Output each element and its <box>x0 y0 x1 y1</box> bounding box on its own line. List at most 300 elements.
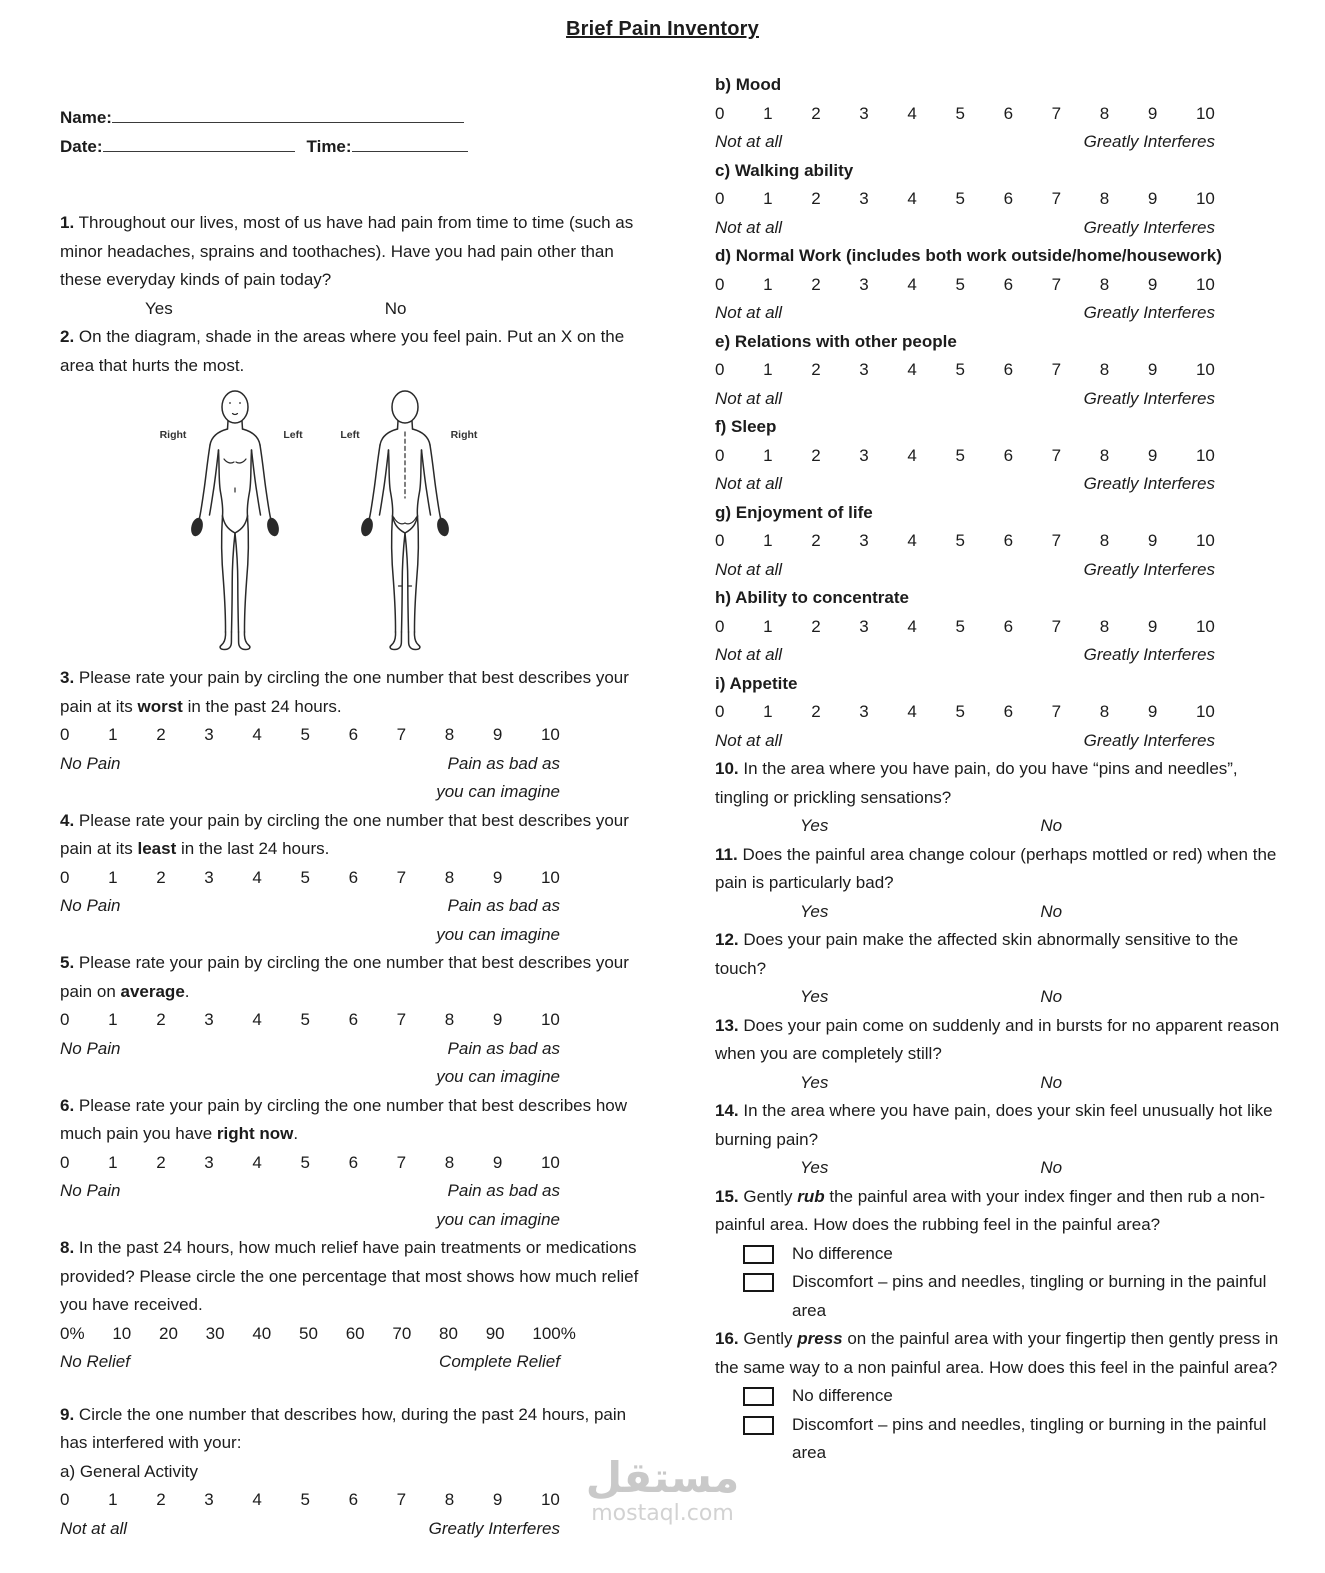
anchor-not-at-all: Not at all <box>715 474 783 493</box>
scale-number[interactable]: 10 <box>1195 445 1215 465</box>
date-label: Date: <box>60 137 103 156</box>
relief-scale-number[interactable]: 40 <box>252 1323 272 1343</box>
interference-anchors-a <box>60 1515 560 1544</box>
relief-scale-number[interactable]: 30 <box>205 1323 225 1343</box>
scale-number[interactable]: 4 <box>252 725 262 744</box>
scale-number[interactable]: 9 <box>492 1490 503 1509</box>
scale-number[interactable]: 1 <box>108 1490 118 1509</box>
anchor-you-can-imagine: you can imagine <box>436 782 560 801</box>
question-15-option-1 <box>715 1240 1281 1269</box>
question-13 <box>715 1012 1281 1098</box>
scale-number[interactable]: 6 <box>348 867 359 887</box>
question-6-post: . <box>293 1124 299 1143</box>
interference-anchors-d <box>715 299 1215 328</box>
yes-option[interactable]: Yes <box>800 901 829 921</box>
scale-number[interactable]: 2 <box>156 1490 166 1509</box>
scale-number[interactable]: 1 <box>108 725 118 744</box>
scale-number[interactable]: 5 <box>955 445 965 465</box>
scale-number[interactable]: 10 <box>1195 274 1215 294</box>
question-15-emphasis: rub <box>797 1186 825 1206</box>
question-14-number: 14. <box>715 1101 739 1120</box>
relief-scale-number[interactable]: 100% <box>532 1323 576 1343</box>
interference-anchors-i <box>715 727 1215 756</box>
body-figure-back[interactable] <box>359 391 450 650</box>
scale-number[interactable]: 1 <box>763 274 773 294</box>
interference-item-g <box>715 499 1281 585</box>
question-6-emphasis: right now <box>216 1124 294 1143</box>
option-label-discomfort: Discomfort – pins and needles, tingling or burning in the painful area <box>792 1414 1267 1462</box>
relief-scale-number[interactable]: 20 <box>159 1323 178 1343</box>
scale-number[interactable]: 3 <box>859 274 869 294</box>
scale-number[interactable]: 0 <box>60 1490 70 1509</box>
scale-number[interactable]: 6 <box>348 1490 359 1509</box>
no-option[interactable]: No <box>1040 816 1063 835</box>
scale-number[interactable]: 10 <box>540 725 560 744</box>
relief-scale-number[interactable]: 70 <box>392 1323 412 1343</box>
question-14-options <box>715 1154 1281 1183</box>
question-16-option-1 <box>715 1382 1281 1411</box>
scale-number[interactable]: 8 <box>1099 531 1110 550</box>
scale-number[interactable]: 0 <box>715 702 725 721</box>
question-13-text <box>715 1012 1281 1069</box>
question-4-pre: Please rate your pain by circling the one number that best describes your pain at its <box>60 810 629 858</box>
question-8-number: 8. <box>60 1238 75 1257</box>
option-label-no-difference: No difference <box>792 1243 893 1263</box>
interference-scale-i <box>715 698 1215 727</box>
scale-number[interactable]: 8 <box>1099 103 1110 123</box>
scale-anchors-q3-line2 <box>60 778 560 807</box>
anchor-greatly-interferes: Greatly Interferes <box>1083 559 1215 579</box>
scale-number[interactable]: 2 <box>811 702 821 721</box>
diagram-back-right-label: Right <box>450 429 478 441</box>
scale-number[interactable]: 3 <box>204 1152 214 1172</box>
question-16-emphasis: press <box>797 1329 843 1348</box>
question-10-number: 10. <box>715 759 739 778</box>
diagram-back-left-label: Left <box>340 429 360 441</box>
no-option[interactable]: No <box>1040 1072 1063 1092</box>
scale-number[interactable]: 8 <box>444 1490 455 1509</box>
scale-number[interactable]: 10 <box>540 867 560 887</box>
scale-number[interactable]: 2 <box>811 445 821 465</box>
interference-item-f <box>715 413 1281 499</box>
scale-number[interactable]: 10 <box>1195 702 1215 721</box>
anchor-no-relief: No Relief <box>60 1352 130 1371</box>
diagram-front-right-label: Left <box>283 429 303 441</box>
relief-anchors <box>60 1348 560 1377</box>
right-column <box>715 71 1281 1543</box>
question-4 <box>60 807 645 950</box>
scale-number[interactable]: 2 <box>811 274 821 294</box>
scale-number[interactable]: 8 <box>444 867 455 887</box>
scale-number[interactable]: 6 <box>1003 616 1014 636</box>
page-title: Brief Pain Inventory <box>566 18 759 40</box>
anchor-greatly-interferes: Greatly Interferes <box>1083 132 1215 151</box>
scale-number[interactable]: 10 <box>540 1010 560 1029</box>
scale-number[interactable]: 9 <box>1147 189 1158 208</box>
scale-number[interactable]: 9 <box>1147 616 1158 636</box>
scale-number[interactable]: 1 <box>763 360 773 379</box>
diagram-front-left-label: Right <box>159 429 187 441</box>
scale-number[interactable]: 5 <box>955 531 965 550</box>
scale-number[interactable]: 0 <box>60 1152 70 1172</box>
scale-number[interactable]: 0 <box>715 531 725 550</box>
name-input-line[interactable] <box>112 104 464 123</box>
question-4-post: in the last 24 hours. <box>176 839 330 858</box>
scale-number[interactable]: 6 <box>1003 702 1014 721</box>
anchor-pain-as-bad: Pain as bad as <box>447 1038 560 1058</box>
scale-anchors-q6-line2 <box>60 1206 560 1235</box>
no-option[interactable]: No <box>1040 987 1063 1006</box>
option-label-discomfort: Discomfort – pins and needles, tingling or burning in the painful area <box>792 1272 1267 1320</box>
pain-scale-q4 <box>60 864 560 893</box>
question-1-body: Throughout our lives, most of us have had pain from time to time (such as minor headaches, sprains and toothaches). Have you had pain other than these everyday kinds of pain today? <box>60 213 634 289</box>
scale-number[interactable]: 9 <box>1147 103 1158 123</box>
question-1-number: 1. <box>60 213 75 232</box>
question-12-body: Does your pain make the affected skin abnormally sensitive to the touch? <box>715 930 1239 978</box>
interference-label-c: c) Walking ability <box>715 160 854 180</box>
scale-number[interactable]: 3 <box>859 189 869 208</box>
scale-number[interactable]: 6 <box>348 1152 359 1172</box>
scale-number[interactable]: 7 <box>396 1152 407 1172</box>
question-16 <box>715 1325 1281 1468</box>
scale-number[interactable]: 10 <box>1195 616 1215 636</box>
scale-number[interactable]: 10 <box>1195 189 1215 208</box>
scale-number[interactable]: 8 <box>1099 702 1110 721</box>
scale-number[interactable]: 4 <box>252 1010 262 1029</box>
scale-number[interactable]: 9 <box>492 725 503 744</box>
scale-number[interactable]: 2 <box>156 725 166 744</box>
scale-number[interactable]: 2 <box>156 1152 166 1172</box>
anchor-no-pain: No Pain <box>60 1038 121 1058</box>
scale-number[interactable]: 7 <box>1051 360 1062 379</box>
scale-number[interactable]: 8 <box>444 1152 455 1172</box>
scale-number[interactable]: 8 <box>1099 616 1110 636</box>
scale-anchors-q5 <box>60 1035 560 1064</box>
question-16-pre: Gently <box>743 1329 798 1348</box>
anchor-no-pain: No Pain <box>60 753 121 773</box>
scale-number[interactable]: 4 <box>252 867 262 887</box>
scale-number[interactable]: 4 <box>907 702 917 721</box>
scale-number[interactable]: 7 <box>1051 274 1062 294</box>
question-10-text <box>715 755 1281 812</box>
scale-number[interactable]: 9 <box>1147 445 1158 465</box>
no-option[interactable]: No <box>1040 1158 1063 1177</box>
question-15-option-2 <box>715 1268 1281 1325</box>
page-header <box>0 0 1325 45</box>
anchor-you-can-imagine: you can imagine <box>436 1067 560 1086</box>
scale-number[interactable]: 1 <box>108 1010 118 1029</box>
scale-number[interactable]: 4 <box>907 189 917 208</box>
anchor-not-at-all: Not at all <box>715 303 783 322</box>
scale-number[interactable]: 1 <box>763 616 773 636</box>
scale-number[interactable]: 7 <box>396 867 407 887</box>
question-5-number: 5. <box>60 953 75 972</box>
scale-number[interactable]: 2 <box>811 103 821 123</box>
yes-option[interactable]: Yes <box>800 816 829 835</box>
scale-anchors-q4 <box>60 892 560 921</box>
question-15 <box>715 1183 1281 1326</box>
scale-number[interactable]: 6 <box>1003 531 1014 550</box>
scale-number[interactable]: 8 <box>1099 445 1110 465</box>
question-1 <box>60 209 645 323</box>
question-3 <box>60 664 645 807</box>
scale-number[interactable]: 7 <box>396 725 407 744</box>
scale-number[interactable]: 0 <box>715 274 725 294</box>
scale-number[interactable]: 4 <box>252 1152 262 1172</box>
question-9-body: Circle the one number that describes how, during the past 24 hours, pain has interfered with your: <box>60 1404 627 1452</box>
scale-number[interactable]: 5 <box>300 725 310 744</box>
scale-number[interactable]: 9 <box>1147 360 1158 379</box>
question-14-body: In the area where you have pain, does your skin feel unusually hot like burning pain? <box>715 1101 1273 1149</box>
question-16-text <box>715 1325 1281 1382</box>
scale-number[interactable]: 2 <box>811 531 821 550</box>
anchor-not-at-all: Not at all <box>715 559 783 579</box>
interference-anchors-c <box>715 214 1215 243</box>
question-11-number: 11. <box>715 844 738 864</box>
interference-scale-b <box>715 100 1215 129</box>
interference-scale-c <box>715 185 1215 214</box>
scale-number[interactable]: 0 <box>60 1010 70 1029</box>
question-13-number: 13. <box>715 1015 739 1035</box>
scale-number[interactable]: 1 <box>763 445 773 465</box>
scale-number[interactable]: 9 <box>1147 531 1158 550</box>
question-8-text <box>60 1234 645 1320</box>
scale-number[interactable]: 3 <box>859 531 869 550</box>
scale-number[interactable]: 3 <box>204 867 214 887</box>
scale-anchors-q4-line2 <box>60 921 560 950</box>
interference-anchors-h <box>715 641 1215 670</box>
scale-number[interactable]: 8 <box>444 725 455 744</box>
question-8 <box>60 1234 645 1377</box>
relief-scale-number[interactable]: 60 <box>345 1323 365 1343</box>
scale-number[interactable]: 10 <box>1195 360 1215 379</box>
anchor-not-at-all: Not at all <box>715 388 783 408</box>
scale-number[interactable]: 4 <box>907 445 917 465</box>
question-15-text <box>715 1183 1281 1240</box>
scale-number[interactable]: 7 <box>1051 445 1062 465</box>
anchor-greatly-interferes: Greatly Interferes <box>1083 303 1215 322</box>
anchor-not-at-all: Not at all <box>715 645 783 664</box>
scale-number[interactable]: 0 <box>715 445 725 465</box>
scale-number[interactable]: 4 <box>907 360 917 379</box>
relief-scale-number[interactable]: 90 <box>485 1323 505 1343</box>
scale-number[interactable]: 5 <box>300 1010 310 1029</box>
scale-anchors-q3 <box>60 750 560 779</box>
scale-number[interactable]: 0 <box>60 725 70 744</box>
scale-number[interactable]: 5 <box>955 616 965 636</box>
pain-scale-q6 <box>60 1149 560 1178</box>
question-6-number: 6. <box>60 1095 75 1115</box>
scale-number[interactable]: 2 <box>156 867 166 887</box>
scale-number[interactable]: 7 <box>396 1010 407 1029</box>
scale-number[interactable]: 4 <box>907 531 917 550</box>
question-12-number: 12. <box>715 930 739 949</box>
scale-number[interactable]: 9 <box>1147 702 1158 721</box>
relief-scale-number[interactable]: 0% <box>60 1323 85 1343</box>
question-2-number: 2. <box>60 327 75 346</box>
scale-number[interactable]: 0 <box>715 616 725 636</box>
interference-scale-e <box>715 356 1215 385</box>
no-option[interactable]: No <box>1040 901 1063 921</box>
scale-number[interactable]: 7 <box>396 1490 407 1509</box>
scale-number[interactable]: 3 <box>859 103 869 123</box>
scale-number[interactable]: 9 <box>492 1152 503 1172</box>
interference-anchors-f <box>715 470 1215 499</box>
date-time-row <box>60 132 645 161</box>
scale-number[interactable]: 1 <box>108 1152 118 1172</box>
question-6-pre: Please rate your pain by circling the one number that best describes how much pain you have <box>60 1095 628 1143</box>
question-5-text <box>60 949 645 1006</box>
question-9-number: 9. <box>60 1404 75 1424</box>
checkbox-discomfort[interactable] <box>743 1416 774 1435</box>
scale-number[interactable]: 7 <box>1051 531 1062 550</box>
relief-scale <box>60 1320 576 1349</box>
pain-scale-q5 <box>60 1006 560 1035</box>
scale-number[interactable]: 5 <box>955 103 965 123</box>
body-figure-front[interactable] <box>189 391 280 650</box>
scale-number[interactable]: 5 <box>300 1152 310 1172</box>
scale-anchors-q6 <box>60 1177 560 1206</box>
scale-number[interactable]: 0 <box>715 189 725 208</box>
scale-number[interactable]: 10 <box>540 1152 560 1172</box>
scale-number[interactable]: 5 <box>300 867 310 887</box>
scale-number[interactable]: 2 <box>811 616 821 636</box>
checkbox-no-difference[interactable] <box>743 1245 774 1264</box>
interference-label-f: f) Sleep <box>715 417 777 436</box>
interference-scale-d <box>715 271 1215 300</box>
scale-number[interactable]: 7 <box>1051 616 1062 636</box>
scale-number[interactable]: 5 <box>955 702 965 721</box>
scale-number[interactable]: 2 <box>811 189 821 208</box>
question-4-text <box>60 807 645 864</box>
question-9-text <box>60 1401 645 1458</box>
scale-number[interactable]: 0 <box>715 103 725 123</box>
scale-number[interactable]: 8 <box>444 1010 455 1029</box>
checkbox-no-difference[interactable] <box>743 1387 774 1406</box>
scale-number[interactable]: 2 <box>811 360 821 379</box>
yes-option[interactable]: Yes <box>800 1072 829 1092</box>
scale-number[interactable]: 8 <box>1099 360 1110 379</box>
question-16-number: 16. <box>715 1329 739 1348</box>
interference-label-b: b) Mood <box>715 75 782 94</box>
scale-number[interactable]: 7 <box>1051 103 1062 123</box>
scale-number[interactable]: 9 <box>1147 274 1158 294</box>
anchor-greatly-interferes: Greatly Interferes <box>1083 388 1215 408</box>
left-column <box>60 71 645 1543</box>
question-13-body: Does your pain come on suddenly and in bursts for no apparent reason when you are completely still? <box>715 1015 1280 1063</box>
question-11-text <box>715 841 1281 898</box>
question-5-pre: Please rate your pain by circling the one number that best describes your pain on <box>60 953 629 1001</box>
interference-label-e: e) Relations with other people <box>715 331 957 351</box>
date-input-line[interactable] <box>103 133 295 152</box>
question-3-pre: Please rate your pain by circling the one number that best describes your pain at its <box>60 668 629 716</box>
name-label: Name: <box>60 108 112 127</box>
scale-number[interactable]: 7 <box>1051 702 1062 721</box>
anchor-no-pain: No Pain <box>60 896 121 915</box>
scale-number[interactable]: 6 <box>1003 360 1014 379</box>
anchor-pain-as-bad: Pain as bad as <box>447 753 560 773</box>
relief-scale-number[interactable]: 10 <box>112 1323 132 1343</box>
time-input-line[interactable] <box>352 133 468 152</box>
scale-number[interactable]: 10 <box>1195 531 1215 550</box>
scale-number[interactable]: 6 <box>1003 103 1014 123</box>
scale-number[interactable]: 4 <box>907 616 917 636</box>
question-11-body: Does the painful area change colour (perhaps mottled or red) when the pain is particularly bad? <box>715 844 1277 892</box>
yes-option[interactable]: Yes <box>800 1158 829 1177</box>
question-6 <box>60 1092 645 1235</box>
scale-number[interactable]: 7 <box>1051 189 1062 208</box>
scale-number[interactable]: 4 <box>907 103 917 123</box>
scale-number[interactable]: 10 <box>540 1490 560 1509</box>
scale-number[interactable]: 1 <box>763 103 773 123</box>
pain-scale-q3 <box>60 721 560 750</box>
scale-number[interactable]: 9 <box>492 867 503 887</box>
scale-number[interactable]: 8 <box>1099 274 1110 294</box>
scale-number[interactable]: 4 <box>907 274 917 294</box>
yes-option[interactable]: Yes <box>800 987 829 1006</box>
question-14 <box>715 1097 1281 1183</box>
scale-number[interactable]: 3 <box>204 1490 214 1509</box>
scale-number[interactable]: 6 <box>1003 274 1014 294</box>
question-3-number: 3. <box>60 668 75 687</box>
scale-number[interactable]: 3 <box>204 725 214 744</box>
no-option[interactable]: No <box>384 298 407 318</box>
scale-number[interactable]: 1 <box>763 531 773 550</box>
scale-number[interactable]: 1 <box>108 867 118 887</box>
scale-number[interactable]: 0 <box>715 360 725 379</box>
scale-number[interactable]: 6 <box>1003 445 1014 465</box>
relief-scale-number[interactable]: 50 <box>299 1323 318 1343</box>
scale-number[interactable]: 5 <box>955 274 965 294</box>
question-15-post: the painful area with your index finger and then rub a non-painful area. How does the rubbing feel in the painful area? <box>715 1186 1266 1234</box>
scale-number[interactable]: 3 <box>859 616 869 636</box>
interference-scale-f <box>715 442 1215 471</box>
checkbox-discomfort[interactable] <box>743 1273 774 1292</box>
watermark-domain-text: mostaql.com <box>591 1501 734 1526</box>
anchor-greatly-interferes: Greatly Interferes <box>1083 730 1215 750</box>
form-body <box>0 71 1325 1543</box>
yes-option[interactable]: Yes <box>145 298 173 318</box>
scale-number[interactable]: 6 <box>348 1010 359 1029</box>
scale-number[interactable]: 8 <box>1099 189 1110 208</box>
scale-number[interactable]: 3 <box>859 445 869 465</box>
anchor-greatly-interferes: Greatly Interferes <box>1083 474 1215 493</box>
scale-number[interactable]: 1 <box>763 702 773 721</box>
scale-number[interactable]: 10 <box>1195 103 1215 123</box>
question-5 <box>60 949 645 1092</box>
scale-number[interactable]: 3 <box>859 360 869 379</box>
scale-number[interactable]: 0 <box>60 867 70 887</box>
question-11 <box>715 841 1281 927</box>
scale-number[interactable]: 2 <box>156 1010 166 1029</box>
relief-scale-number[interactable]: 80 <box>439 1323 458 1343</box>
scale-number[interactable]: 6 <box>348 725 359 744</box>
question-6-text <box>60 1092 645 1149</box>
scale-number[interactable]: 5 <box>955 189 965 208</box>
scale-number[interactable]: 3 <box>204 1010 214 1029</box>
option-label-no-difference: No difference <box>792 1386 893 1405</box>
scale-number[interactable]: 5 <box>300 1490 310 1509</box>
pain-body-diagram[interactable] <box>128 382 568 656</box>
scale-number[interactable]: 4 <box>252 1490 262 1509</box>
scale-number[interactable]: 1 <box>763 189 773 208</box>
scale-number[interactable]: 9 <box>492 1010 503 1029</box>
question-11-options <box>715 898 1281 927</box>
question-15-pre: Gently <box>743 1186 798 1206</box>
scale-number[interactable]: 3 <box>859 702 869 721</box>
scale-number[interactable]: 5 <box>955 360 965 379</box>
scale-number[interactable]: 6 <box>1003 189 1014 208</box>
